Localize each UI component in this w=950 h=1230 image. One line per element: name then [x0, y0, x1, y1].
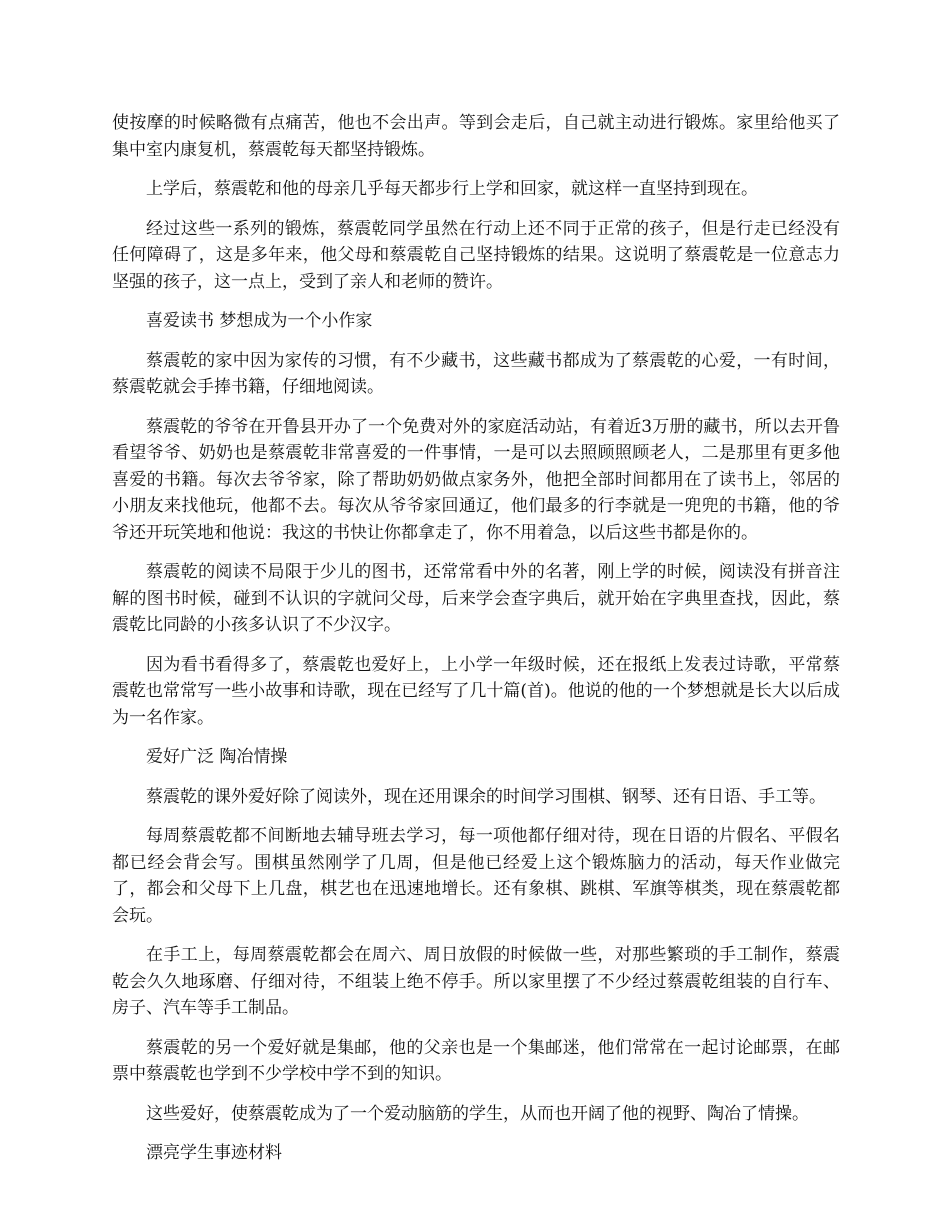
paragraph: 这些爱好，使蔡震乾成为了一个爱动脑筋的学生，从而也开阔了他的视野、陶冶了情操。	[146, 1103, 809, 1124]
paragraph: 蔡震乾的爷爷在开鲁县开办了一个免费对外的家庭活动站，有着近3万册的藏书，所以去开鲁看望爷爷、奶奶也是蔡震乾非常喜爱的一件事情，一是可以去照顾照顾老人，二是那里有更多他喜爱的书籍。每次去爷爷家，除了帮助奶奶做点家务外，他把全部时间都用在了读书上，邻居的小朋友来找他玩，他都不去。每次从爷爷家回通辽，他们最多的行李就是一兜兜的书籍，他的爷爷还开玩笑地和他说：我这的书快让你都拿走了，你不用着急，以后这些书都是你的。	[112, 416, 840, 543]
paragraph: 每周蔡震乾都不间断地去辅导班去学习，每一项他都仔细对待，现在日语的片假名、平假名都已经会背会写。围棋虽然刚学了几周，但是他已经爱上这个锻炼脑力的活动，每天作业做完了，都会和父母下上几盘，棋艺也在迅速地增长。还有象棋、跳棋、军旗等棋类，现在蔡震乾都会玩。	[112, 826, 840, 926]
paragraph: 蔡震乾的课外爱好除了阅读外，现在还用课余的时间学习围棋、钢琴、还有日语、手工等。	[146, 786, 826, 807]
paragraph: 使按摩的时候略微有点痛苦，他也不会出声。等到会走后，自己就主动进行锻炼。家里给他买了集中室内康复机，蔡震乾每天都坚持锻炼。	[112, 113, 840, 160]
document-body	[112, 110, 840, 1180]
section-heading: 爱好广泛 陶冶情操	[146, 747, 288, 767]
section-heading: 漂亮学生事迹材料	[146, 1143, 282, 1163]
paragraph: 蔡震乾的阅读不局限于少儿的图书，还常常看中外的名著，刚上学的时候，阅读没有拼音注解的图书时候，碰到不认识的字就问父母，后来学会查字典后，就开始在字典里查找，因此，蔡震乾比同龄的小孩多认识了不少汉字。	[112, 562, 840, 635]
paragraph: 上学后，蔡震乾和他的母亲几乎每天都步行上学和回家，就这样一直坚持到现在。	[146, 179, 758, 199]
paragraph: 经过这些一系列的锻炼，蔡震乾同学虽然在行动上还不同于正常的孩子，但是行走已经没有任何障碍了，这是多年来，他父母和蔡震乾自己坚持锻炼的结果。这说明了蔡震乾是一位意志力坚强的孩子，这一点上，受到了亲人和老师的赞许。	[112, 218, 840, 292]
paragraph: 在手工上，每周蔡震乾都会在周六、周日放假的时候做一些，对那些繁琐的手工制作，蔡震乾会久久地琢磨、仔细对待，不组装上绝不停手。所以家里摆了不少经过蔡震乾组装的自行车、房子、汽车等手工制品。	[112, 945, 840, 1018]
paragraph: 因为看书看得多了，蔡震乾也爱好上，上小学一年级时候，还在报纸上发表过诗歌，平常蔡震乾也常常写一些小故事和诗歌，现在已经写了几十篇(首)。他说的他的一个梦想就是长大以后成为一名作家。	[112, 654, 840, 728]
paragraph: 蔡震乾的另一个爱好就是集邮，他的父亲也是一个集邮迷，他们常常在一起讨论邮票，在邮票中蔡震乾也学到不少学校中学不到的知识。	[112, 1037, 840, 1084]
paragraph: 蔡震乾的家中因为家传的习惯，有不少藏书，这些藏书都成为了蔡震乾的心爱，一有时间，蔡震乾就会手捧书籍，仔细地阅读。	[112, 350, 840, 397]
section-heading: 喜爱读书 梦想成为一个小作家	[146, 311, 373, 331]
